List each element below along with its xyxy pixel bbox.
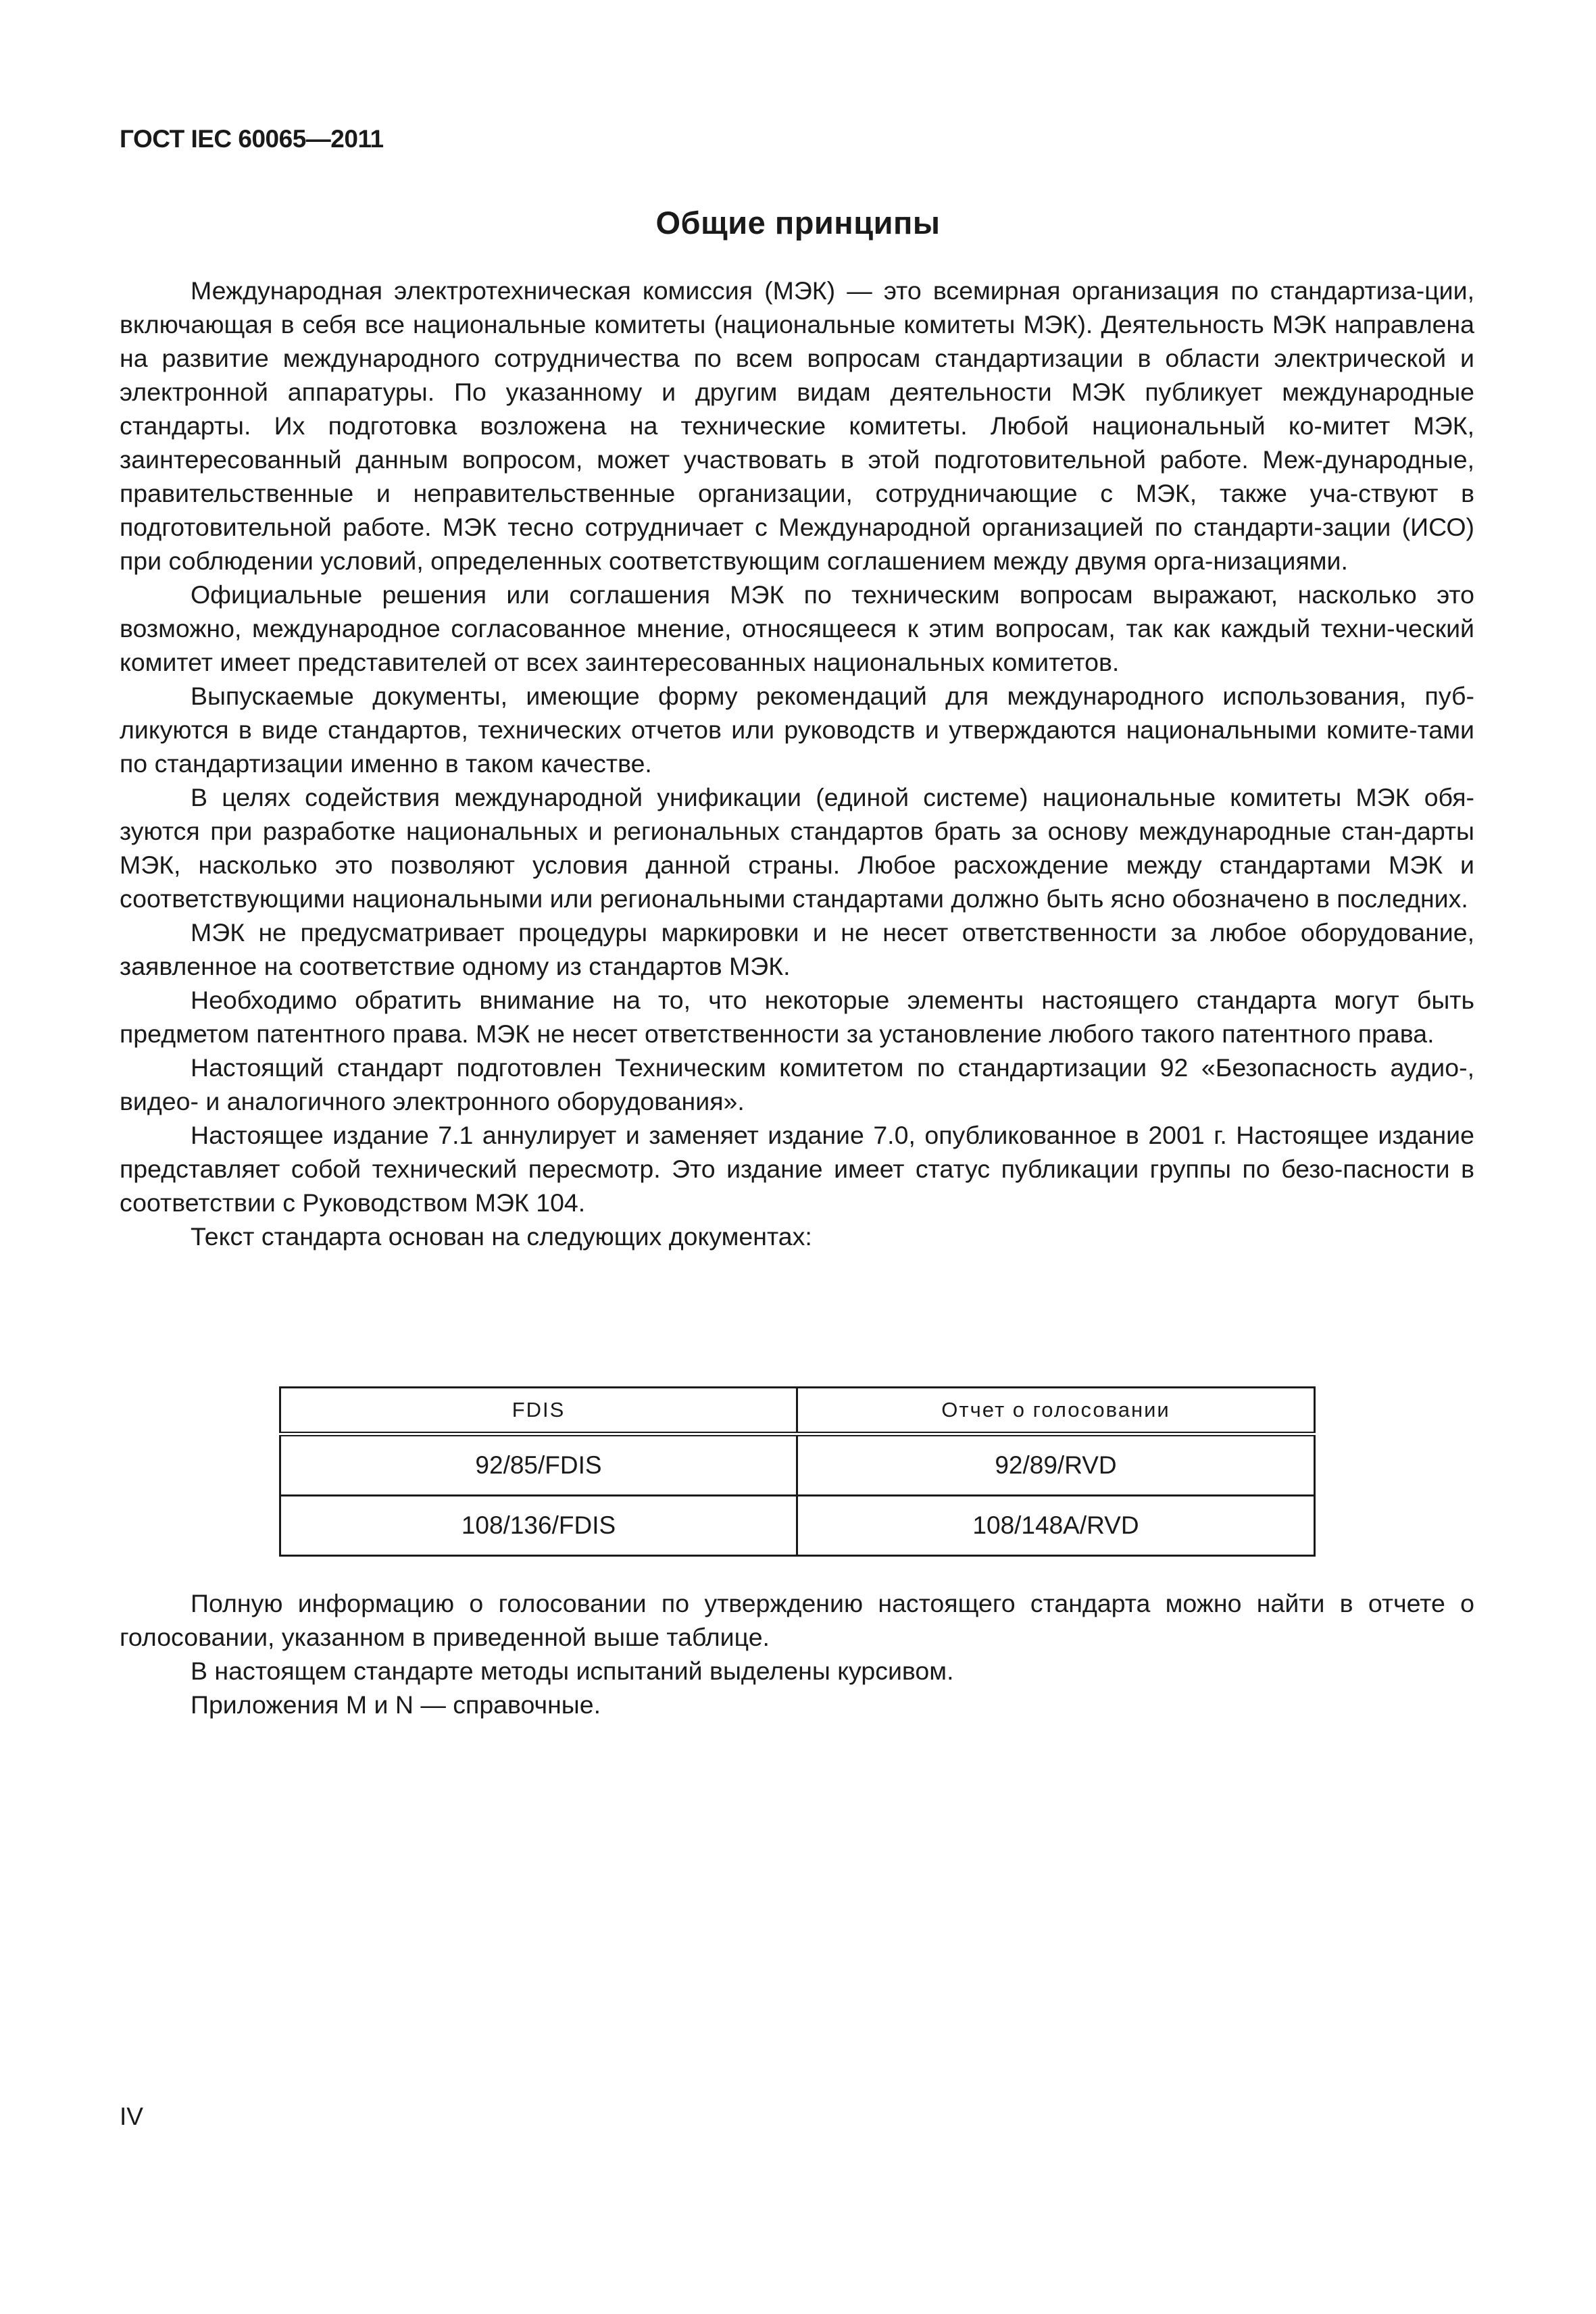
- table-cell-fdis: 92/85/FDIS: [280, 1434, 797, 1496]
- paragraph-test-methods: В настоящем стандарте методы испытаний выделены курсивом.: [191, 1657, 954, 1685]
- paragraph-marking: МЭК не предусматривает процедуры маркировки и не несет ответственности за любое оборудование, заявленное на соответствие одному из стандартов МЭК.: [120, 918, 1474, 980]
- page-number: IV: [120, 2103, 143, 2130]
- paragraph-published-documents: Выпускаемые документы, имеющие форму рекомендаций для международного использования, пуб-ликуются в виде стандартов, технических отчетов или руководств и утверждаются национальными комите-тами по стандартизации именно в таком качестве.: [120, 682, 1474, 778]
- paragraph-patent: Необходимо обратить внимание на то, что некоторые элементы настоящего стандарта могут быть предметом патентного права. МЭК не несет ответственности за установление любого такого патентного права.: [120, 986, 1474, 1048]
- body-text-after-table: [120, 1586, 1474, 1721]
- document-code: ГОСТ IEC 60065—2011: [120, 125, 384, 153]
- table-header-fdis: FDIS: [280, 1388, 797, 1434]
- paragraph-edition: Настоящее издание 7.1 аннулирует и заменяет издание 7.0, опубликованное в 2001 г. Настоящее издание представляет собой технический пересмотр. Это издание имеет статус публикации группы по безо-пасности в соответствии с Руководством МЭК 104.: [120, 1121, 1474, 1217]
- table-row: [280, 1434, 1315, 1496]
- paragraph-official-decisions: Официальные решения или соглашения МЭК по техническим вопросам выражают, насколько это возможно, международное согласованное мнение, относящееся к этим вопросам, так как каждый техни-ческий комитет имеет представителей от всех заинтересованных национальных комитетов.: [120, 580, 1474, 676]
- paragraph-annexes: Приложения M и N — справочные.: [191, 1690, 601, 1719]
- table-header-voting-report: Отчет о голосовании: [797, 1388, 1315, 1434]
- table-header-row: [280, 1388, 1315, 1434]
- body-text: [120, 274, 1474, 1253]
- page-title: Общие принципы: [655, 205, 941, 241]
- paragraph-unification: В целях содействия международной унификации (единой системе) национальные комитеты МЭК обя-зуются при разработке национальных и региональных стандартов брать за основу международные стан-дарты МЭК, насколько это позволяют условия данной страны. Любое расхождение между стандартами МЭК и соответствующими национальными или региональными стандартами должно быть ясно обозначено в последних.: [120, 783, 1474, 913]
- table-row: [280, 1496, 1315, 1556]
- paragraph-iec-intro: Международная электротехническая комиссия (МЭК) — это всемирная организация по стандартиза-ции, включающая в себя все национальные комитеты (национальные комитеты МЭК). Деятельность МЭК направлена на развитие международного сотрудничества по всем вопросам стандартизации в области электрической и электронной аппаратуры. По указанному и другим видам деятельности МЭК публикует международные стандарты. Их подготовка возложена на технические комитеты. Любой национальный ко-митет МЭК, заинтересованный данным вопросом, может участвовать в этой подготовительной работе. Меж-дународные, правительственные и неправительственные организации, сотрудничающие с МЭК, также уча-ствуют в подготовительной работе. МЭК тесно сотрудничает с Международной организацией по стандарти-зации (ИСО) при соблюдении условий, определенных соответствующим соглашением между двумя орга-низациями.: [120, 276, 1474, 575]
- paragraph-based-on: Текст стандарта основан на следующих документах:: [191, 1222, 812, 1251]
- table-cell-rvd: 108/148A/RVD: [797, 1496, 1315, 1556]
- paragraph-committee: Настоящий стандарт подготовлен Техническим комитетом по стандартизации 92 «Безопасность аудио-, видео- и аналогичного электронного оборудования».: [120, 1053, 1474, 1115]
- voting-documents-table: [279, 1386, 1316, 1557]
- table-cell-rvd: 92/89/RVD: [797, 1434, 1315, 1496]
- table-cell-fdis: 108/136/FDIS: [280, 1496, 797, 1556]
- paragraph-voting-info: Полную информацию о голосовании по утверждению настоящего стандарта можно найти в отчете о голосовании, указанном в приведенной выше таблице.: [120, 1589, 1474, 1651]
